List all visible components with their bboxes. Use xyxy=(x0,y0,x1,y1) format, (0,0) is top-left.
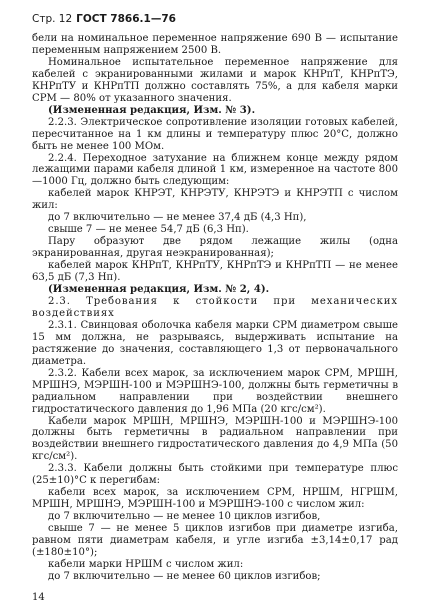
amendment-note: (Измененная редакция, Изм. № 2, 4). xyxy=(48,284,270,296)
paragraph: кабели всех марок, за исключением СРМ, НРШМ, НГРШМ, МРШН, МРШНЭ, МЭРШН-100 и МЭРШНЭ-100 с числом жил: xyxy=(32,487,398,511)
clause-2-3-1: 2.3.1. Свинцовая оболочка кабеля марки СРМ диаметром свыше 15 мм должна, не разрываясь, выдерживать испытание на растяжение до значения, составляющего 1,3 от первоначального диаметра. xyxy=(32,319,398,367)
paragraph: бели на номинальное переменное напряжение 690 В — испытание переменным напряжением 2500 В. xyxy=(32,33,398,56)
standard-designation: ГОСТ 7866.1—76 xyxy=(76,13,176,25)
paragraph: кабелей марок КНРЭТ, КНРЭТУ, КНРЭТЭ и КНРЭТП с числом жил: xyxy=(32,188,398,212)
paragraph: Пару образуют две рядом лежащие жилы (одна экранированная, другая неэкранированная); xyxy=(32,236,398,260)
paragraph: кабели марки НРШМ с числом жил: xyxy=(48,558,244,570)
list-item: до 7 включительно — не менее 10 циклов изгибов, xyxy=(48,511,321,523)
page-header xyxy=(32,13,176,25)
paragraph: Номинальное испытательное переменное напряжение для кабелей с экранированными жилами и марок КНРпТ, КНРпТЭ, КНРпТУ и КНРпТП должно составлять 75%, а для кабеля марки СРМ — 80% от указанного значения. xyxy=(32,56,398,104)
amendment-note: (Измененная редакция, Изм. № 3). xyxy=(48,104,256,116)
paragraph: Кабели марок МРШН, МРШНЭ, МЭРШН-100 и МЭРШНЭ-100 должны быть герметичны в радиальном направлении при воздействии внешнего гидростатического давления до 4,9 МПа (50 кгс/см²). xyxy=(32,415,398,463)
clause-2-3-2: 2.3.2. Кабели всех марок, за исключением марок СРМ, МРШН, МРШНЭ, МЭРШН-100 и МЭРШНЭ-100, должны быть герметичны в радиальном направлении при воздействии внешнего гидростатического давления до 1,96 МПа (20 кгс/см²). xyxy=(32,367,398,415)
clause-2-2-4: 2.2.4. Переходное затухание на ближнем конце между рядом лежащими парами кабеля длиной 1 км, измеренное на частоте 800—1000 Гц, должно быть следующим: xyxy=(32,152,398,188)
section-heading-2-3: 2.3. Требования к стойкости при механических воздействиях xyxy=(32,295,398,319)
paragraph: кабелей марок КНРпТ, КНРпТУ, КНРпТЭ и КНРпТП — не менее 63,5 дБ (7,3 Нп). xyxy=(32,260,398,284)
page-label: Стр. 12 xyxy=(32,13,73,25)
page-number: 14 xyxy=(32,592,45,603)
list-item: до 7 включительно — не менее 60 циклов изгибов; xyxy=(48,570,321,582)
clause-2-3-3: 2.3.3. Кабели должны быть стойкими при температуре плюс (25±10)°С к перегибам: xyxy=(32,463,398,487)
body-text xyxy=(32,33,398,583)
clause-2-2-3: 2.2.3. Электрическое сопротивление изоляции готовых кабелей, пересчитанное на 1 км длины и температуру плюс 20°С, должно быть не менее 100 МОм. xyxy=(32,116,398,152)
list-item: свыше 7 — не менее 54,7 дБ (6,3 Нп). xyxy=(48,224,249,236)
list-item: свыше 7 — не менее 5 циклов изгибов при диаметре изгиба, равном пяти диаметрам кабеля, и угле изгиба ±3,14±0,17 рад (±180±10°); xyxy=(32,523,398,558)
list-item: до 7 включительно — не менее 37,4 дБ (4,3 Нп), xyxy=(48,212,307,224)
